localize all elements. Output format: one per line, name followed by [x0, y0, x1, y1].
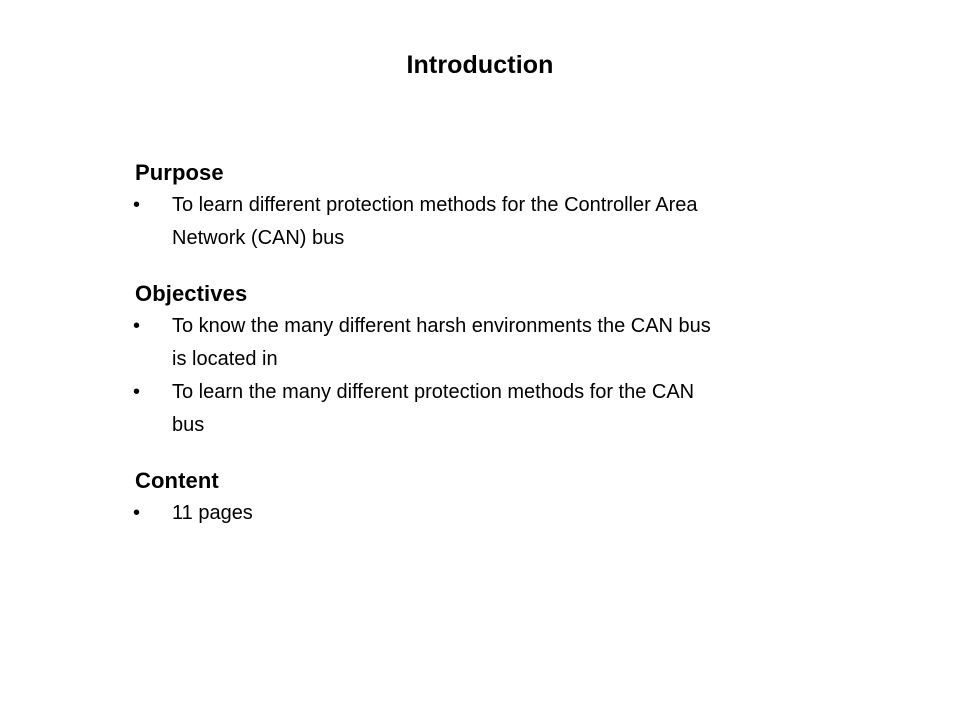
- list-item-line: To know the many different harsh environments the CAN bus: [172, 315, 711, 337]
- content-section: [133, 281, 853, 442]
- list-item-text: [172, 497, 842, 530]
- content-section: [133, 468, 853, 530]
- bullet-list: [133, 497, 853, 530]
- bullet-point-icon: •: [133, 502, 141, 524]
- page-title: Introduction: [406, 51, 554, 79]
- list-item: [133, 189, 853, 255]
- bullet-point-icon: •: [133, 315, 141, 337]
- list-item-line: is located in: [172, 348, 278, 370]
- bullet-list: [133, 189, 853, 255]
- section-heading: Content: [135, 468, 219, 493]
- bullet-point-icon: •: [133, 381, 141, 403]
- list-item: [133, 497, 853, 530]
- list-item-line: To learn the many different protection methods for the CAN: [172, 381, 695, 403]
- section-heading: Objectives: [135, 281, 248, 306]
- list-item: [133, 376, 853, 442]
- list-item-text: [172, 189, 842, 255]
- bullet-list: [133, 310, 853, 442]
- bullet-point-icon: •: [133, 194, 141, 216]
- list-item-text: [172, 376, 842, 442]
- list-item-line: Network (CAN) bus: [172, 227, 345, 249]
- list-item-line: bus: [172, 414, 205, 436]
- list-item-line: 11 pages: [172, 502, 253, 524]
- content-section: [133, 160, 853, 255]
- section-heading: Purpose: [135, 160, 224, 185]
- list-item-text: [172, 310, 842, 376]
- slide-body: [133, 160, 853, 530]
- list-item: [133, 310, 853, 376]
- list-item-line: To learn different protection methods for the Controller Area: [172, 194, 698, 216]
